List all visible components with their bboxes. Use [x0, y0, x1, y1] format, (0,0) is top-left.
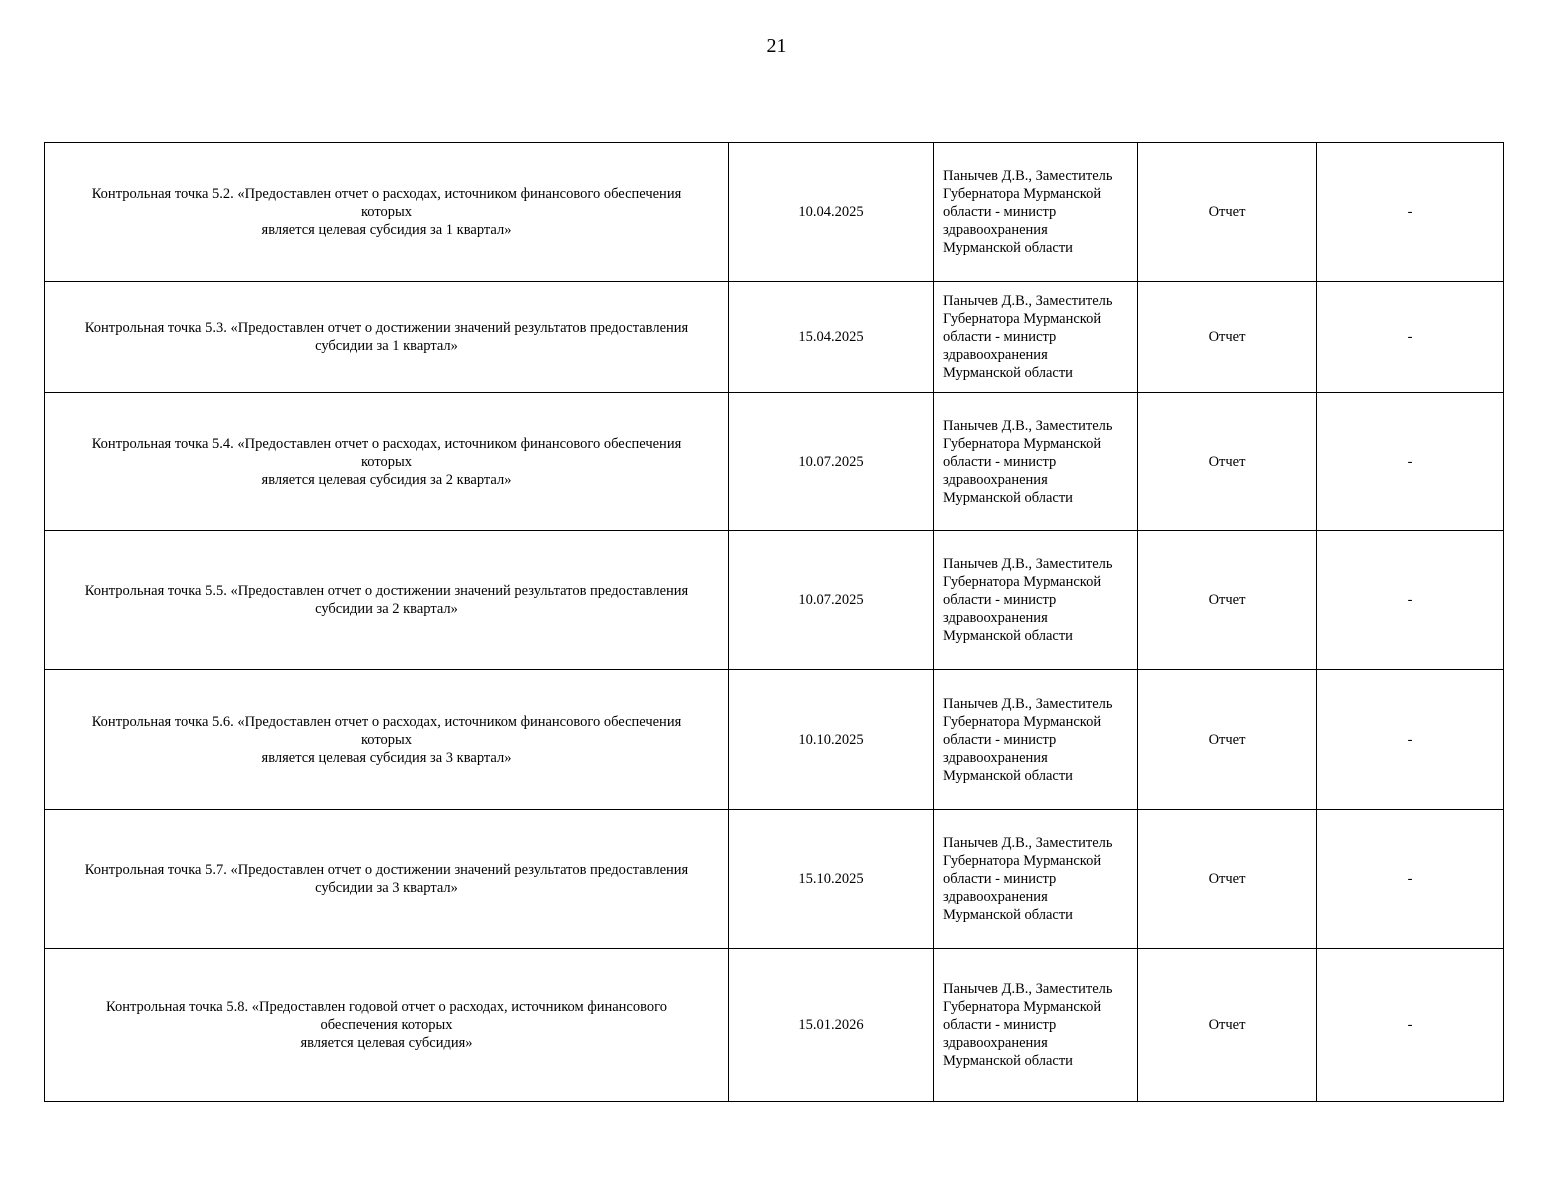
responsible-person-cell: [934, 143, 1138, 282]
responsible-person-cell: [934, 393, 1138, 531]
control-point-name-cell: [45, 670, 729, 810]
control-point-name-line: которых: [360, 731, 412, 748]
document-type: Отчет: [1208, 204, 1246, 220]
responsible-person-line: области - министр: [943, 731, 1057, 748]
control-point-name-line: субсидии за 1 квартал»: [315, 338, 458, 354]
responsible-person-line: области - министр: [943, 453, 1057, 470]
deadline-date: 15.10.2025: [798, 871, 864, 887]
responsible-person-line: здравоохранения: [943, 347, 1048, 363]
responsible-person-line: Губернатора Мурманской: [943, 853, 1102, 869]
control-point-name-line: Контрольная точка 5.6. «Предоставлен отчет о расходах, источником финансового обеспечения: [91, 713, 682, 730]
document-type-cell: [1138, 670, 1317, 810]
responsible-person-line: Панычев Д.В., Заместитель: [943, 556, 1113, 572]
note-value: -: [1407, 329, 1413, 345]
responsible-person-line: области - министр: [943, 1017, 1057, 1033]
responsible-person-cell: [934, 282, 1138, 393]
responsible-person-cell: [934, 531, 1138, 670]
control-point-name-line: Контрольная точка 5.3. «Предоставлен отчет о достижении значений результатов предоставления: [84, 320, 689, 336]
table-row: [45, 810, 1504, 949]
responsible-person-line: Мурманской области: [943, 240, 1073, 256]
note-cell: [1317, 282, 1504, 393]
deadline-date: 10.07.2025: [798, 453, 864, 470]
deadline-date-cell: [729, 282, 934, 393]
responsible-person-cell: [934, 949, 1138, 1102]
control-point-name-line: Контрольная точка 5.8. «Предоставлен годовой отчет о расходах, источником финансового: [106, 999, 667, 1015]
responsible-person-line: здравоохранения: [943, 471, 1048, 488]
responsible-person-line: здравоохранения: [943, 610, 1048, 626]
responsible-person-line: здравоохранения: [943, 889, 1048, 905]
note-cell: [1317, 531, 1504, 670]
control-point-name-cell: [45, 282, 729, 393]
note-value: -: [1407, 731, 1413, 748]
control-point-name-cell: [45, 143, 729, 282]
responsible-person-line: Губернатора Мурманской: [943, 186, 1102, 202]
control-point-name-cell: [45, 810, 729, 949]
responsible-person-line: Губернатора Мурманской: [943, 574, 1102, 590]
responsible-person-line: Панычев Д.В., Заместитель: [943, 417, 1113, 434]
control-point-name-line: является целевая субсидия за 2 квартал»: [261, 471, 512, 488]
document-type-cell: [1138, 531, 1317, 670]
control-point-name-line: Контрольная точка 5.5. «Предоставлен отчет о достижении значений результатов предоставления: [84, 583, 689, 599]
deadline-date: 10.07.2025: [798, 592, 864, 608]
deadline-date-cell: [729, 531, 934, 670]
responsible-person-line: области - министр: [943, 871, 1057, 887]
responsible-person-line: Мурманской области: [943, 489, 1073, 506]
control-point-name-line: Контрольная точка 5.2. «Предоставлен отчет о расходах, источником финансового обеспечения: [91, 186, 682, 202]
responsible-person-cell: [934, 670, 1138, 810]
responsible-person-line: здравоохранения: [943, 749, 1048, 766]
note-value: -: [1407, 592, 1413, 608]
control-point-name-cell: [45, 393, 729, 531]
deadline-date: 15.01.2026: [798, 1017, 864, 1033]
control-point-name-line: которых: [360, 453, 412, 470]
deadline-date: 10.10.2025: [798, 731, 864, 748]
deadline-date-cell: [729, 810, 934, 949]
responsible-person-line: Мурманской области: [943, 1053, 1073, 1069]
control-point-name-line: является целевая субсидия»: [300, 1035, 473, 1051]
responsible-person-line: Мурманской области: [943, 907, 1073, 923]
deadline-date-cell: [729, 393, 934, 531]
responsible-person-line: здравоохранения: [943, 222, 1048, 238]
document-type-cell: [1138, 810, 1317, 949]
document-type-cell: [1138, 393, 1317, 531]
note-cell: [1317, 143, 1504, 282]
document-type: Отчет: [1208, 453, 1246, 470]
deadline-date-cell: [729, 143, 934, 282]
responsible-person-line: Губернатора Мурманской: [943, 435, 1102, 452]
responsible-person-line: Губернатора Мурманской: [943, 311, 1102, 327]
responsible-person-line: Мурманской области: [943, 365, 1073, 381]
responsible-person-line: Панычев Д.В., Заместитель: [943, 981, 1113, 997]
deadline-date: 10.04.2025: [798, 204, 864, 220]
table-row: [45, 531, 1504, 670]
note-cell: [1317, 393, 1504, 531]
responsible-person-line: здравоохранения: [943, 1035, 1048, 1051]
document-type: Отчет: [1208, 871, 1246, 887]
table-row: [45, 670, 1504, 810]
responsible-person-line: области - министр: [943, 204, 1057, 220]
responsible-person-line: Панычев Д.В., Заместитель: [943, 835, 1113, 851]
control-point-name-line: обеспечения которых: [320, 1017, 453, 1033]
control-point-name-line: субсидии за 2 квартал»: [315, 601, 458, 617]
document-type: Отчет: [1208, 731, 1246, 748]
deadline-date: 15.04.2025: [798, 329, 864, 345]
control-point-name-cell: [45, 949, 729, 1102]
document-type: Отчет: [1208, 1017, 1246, 1033]
table-row: [45, 393, 1504, 531]
document-type: Отчет: [1208, 329, 1246, 345]
deadline-date-cell: [729, 949, 934, 1102]
responsible-person-line: области - министр: [943, 329, 1057, 345]
note-value: -: [1407, 1017, 1413, 1033]
control-point-name-line: Контрольная точка 5.7. «Предоставлен отчет о достижении значений результатов предоставления: [84, 862, 689, 878]
note-cell: [1317, 810, 1504, 949]
control-point-name-line: является целевая субсидия за 1 квартал»: [261, 222, 512, 238]
note-value: -: [1407, 871, 1413, 887]
responsible-person-line: Панычев Д.В., Заместитель: [943, 695, 1113, 712]
control-point-name-cell: [45, 531, 729, 670]
control-point-name-line: которых: [360, 204, 412, 220]
responsible-person-line: Губернатора Мурманской: [943, 713, 1102, 730]
note-value: -: [1407, 453, 1413, 470]
responsible-person-line: Мурманской области: [943, 767, 1073, 784]
note-cell: [1317, 670, 1504, 810]
table-row: [45, 282, 1504, 393]
page-number: 21: [766, 35, 787, 57]
responsible-person-line: Панычев Д.В., Заместитель: [943, 168, 1113, 184]
control-point-name-line: Контрольная точка 5.4. «Предоставлен отчет о расходах, источником финансового обеспечения: [91, 435, 682, 452]
table-row: [45, 143, 1504, 282]
table-body: [45, 143, 1504, 1102]
table-row: [45, 949, 1504, 1102]
deadline-date-cell: [729, 670, 934, 810]
responsible-person-line: Губернатора Мурманской: [943, 999, 1102, 1015]
document-type-cell: [1138, 949, 1317, 1102]
control-point-name-line: является целевая субсидия за 3 квартал»: [261, 749, 512, 766]
document-type-cell: [1138, 282, 1317, 393]
document-type: Отчет: [1208, 592, 1246, 608]
responsible-person-cell: [934, 810, 1138, 949]
note-value: -: [1407, 204, 1413, 220]
responsible-person-line: Панычев Д.В., Заместитель: [943, 293, 1113, 309]
responsible-person-line: области - министр: [943, 592, 1057, 608]
document-type-cell: [1138, 143, 1317, 282]
control-points-table: [44, 142, 1504, 1102]
responsible-person-line: Мурманской области: [943, 628, 1073, 644]
control-point-name-line: субсидии за 3 квартал»: [315, 880, 458, 896]
note-cell: [1317, 949, 1504, 1102]
